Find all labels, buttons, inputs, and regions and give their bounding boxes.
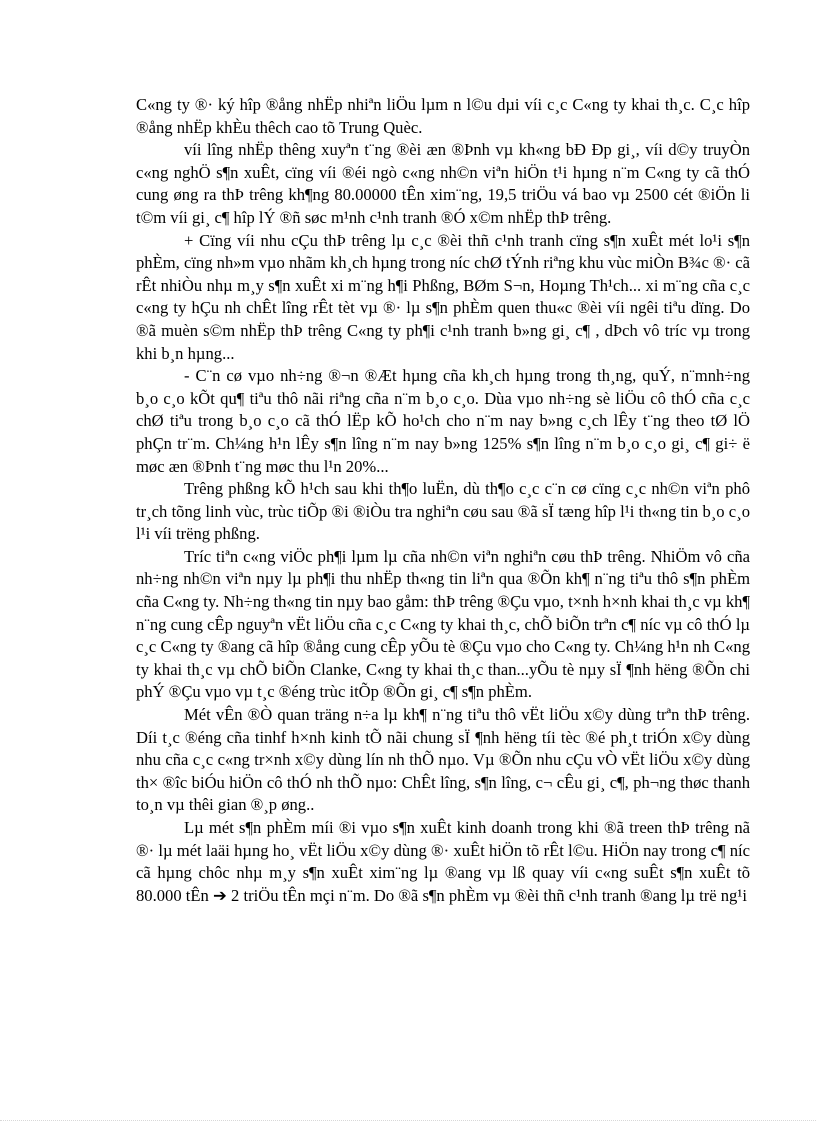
paragraph-5: Trêng phßng kÕ h¹ch sau khi th¶o luËn, dù th¶o c¸c c¨n cø cïng c¸c nh©n viªn phô tr¸ch tõng linh vùc, trùc tiÕp ®i ®iÒu tra nghiªn cøu sau ®ã sÏ tæng hîp l¹i th«ng tin b¸o c¸o l¹i víi trëng phßng. [136, 479, 750, 544]
document-page [136, 94, 750, 907]
paragraph-7: Mét vÊn ®Ò quan träng n÷a lµ kh¶ n¨ng tiªu thô vËt liÖu x©y dùng trªn thÞ trêng. Díi t¸c ®éng cña tinhf h×nh kinh tÕ nãi chung sÏ ¶nh hëng tíi tèc ®é ph¸t triÓn x©y dùng nhu cña c¸c c«ng tr×nh x©y dùng lín nh thÕ nµo. Vµ ®Õn nhu cÇu vÒ vËt liÖu x©y dùng th× ®îc biÓu hiÖn cô thÓ nh thÕ nµo: ChÊt lîng, s¶n lîng, c¬ cÊu gi¸ c¶, ph¬ng thøc thanh to¸n vµ thêi gian ®¸p øng.. [136, 705, 750, 815]
paragraph-4: - C¨n cø vµo nh÷ng ®¬n ®Æt hµng cña kh¸ch hµng trong th¸ng, quÝ, n¨mnh÷ng b¸o c¸o kÕt qu¶ tiªu thô nãi riªng cña n¨m b¸o c¸o. Dùa vµo nh÷ng sè liÖu cô thÓ cña c¸c chØ tiªu trong b¸o c¸o cã thÓ lËp kÕ ho¹ch cho n¨m nay b»ng c¸ch lÊy t¨ng theo tØ lÖ phÇn tr¨m. Ch¼ng h¹n lÊy s¶n lîng n¨m nay b»ng 125% s¶n lîng n¨m b¸o c¸o gi¸ c¶ gi÷ ë møc æn ®Þnh t¨ng møc thu l¹n 20%... [136, 366, 750, 476]
paragraph-3: + Cïng víi nhu cÇu thÞ trêng lµ c¸c ®èi thñ c¹nh tranh cïng s¶n xuÊt mét lo¹i s¶n phÈm, cïng nh»m vµo nhãm kh¸ch hµng trong níc chØ tÝnh riªng khu vùc miÒn B¾c ®· cã rÊt nhiÒu nhµ m¸y s¶n xuÊt xi m¨ng h¶i Phßng, BØm S¬n, Hoµng Th¹ch... xi m¨ng cña c¸c c«ng ty hÇu nh chÊt lîng rÊt tèt vµ ®· lµ s¶n phÈm quen thu«c ®èi víi ngêi tiªu dïng. Do ®ã muèn s©m nhËp thÞ trêng C«ng ty ph¶i c¹nh tranh b»ng gi¸ c¶ , dÞch vô tríc vµ trong khi b¸n hµng... [136, 230, 750, 363]
page-bottom-divider [0, 1120, 816, 1121]
paragraph-8: Lµ mét s¶n phÈm míi ®i vµo s¶n xuÊt kinh doanh trong khi ®ã treen thÞ trêng nã ®· lµ mét laäi hµng ho¸ vËt liÖu x©y dùng ®· xuÊt hiÖn tõ rÊt l©u. HiÖn nay trong c¶ níc cã hµng chôc nhµ m¸y s¶n xuÊt xim¨ng lµ ®ang vµ lß quay víi c«ng suÊt s¶n xuÊt tõ 80.000 tÊn ➔ 2 triÖu tÊn mçi n¨m. Do ®ã s¶n phÈm vµ ®èi thñ c¹nh tranh ®ang lµ trë ng¹i [136, 818, 750, 905]
paragraph-2: víi lîng nhËp thêng xuyªn t¨ng ®èi æn ®Þnh vµ kh«ng bÐ Ðp gi¸, víi d©y truyÒn c«ng nghÖ s¶n xuÊt, cïng víi ®éi ngò c«ng nh©n viªn hiÖn t¹i hµng n¨m C«ng ty cã thÓ cung øng ra thÞ trêng kh¶ng 80.00000 tÊn xim¨ng, 19,5 triÖu vá bao vµ 2500 cét ®iÖn li t©m víi gi¸ c¶ hîp lÝ ®ñ søc m¹nh c¹nh tranh ®Ó x©m nhËp thÞ trêng. [136, 140, 750, 227]
paragraph-1: C«ng ty ®· ký hîp ®ång nhËp nhiªn liÖu lµm n l©u dµi víi c¸c C«ng ty khai th¸c. C¸c hîp ®ång nhËp khÈu thêch cao tõ Trung Quèc. [136, 95, 750, 137]
paragraph-6: Tríc tiªn c«ng viÖc ph¶i lµm lµ cña nh©n viªn nghiªn cøu thÞ trêng. NhiÖm vô cña nh÷ng nh©n viªn nµy lµ ph¶i thu nhËp th«ng tin liªn qua ®Õn kh¶ n¨ng tiªu thô s¶n phÈm cña C«ng ty. Nh÷ng th«ng tin nµy bao gåm: thÞ trêng ®Çu vµo, t×nh h×nh khai th¸c vµ kh¶ n¨ng cung cÊp nguyªn vËt liÖu cña c¸c C«ng ty khai th¸c, chÕ biÕn trªn c¶ níc vµ cô thÓ lµ c¸c C«ng ty ®ang cã hîp ®ång cung cÊp yÕu tè ®Çu vµo cho C«ng ty. Ch¼ng h¹n nh C«ng ty khai th¸c vµ chÕ biÕn Clanke, C«ng ty khai th¸c than...yÕu tè nµy sÏ ¶nh hëng ®Õn chi phÝ ®Çu vµo vµ t¸c ®éng trùc itÕp ®Õn gi¸ c¶ s¶n phÈm. [136, 546, 750, 702]
